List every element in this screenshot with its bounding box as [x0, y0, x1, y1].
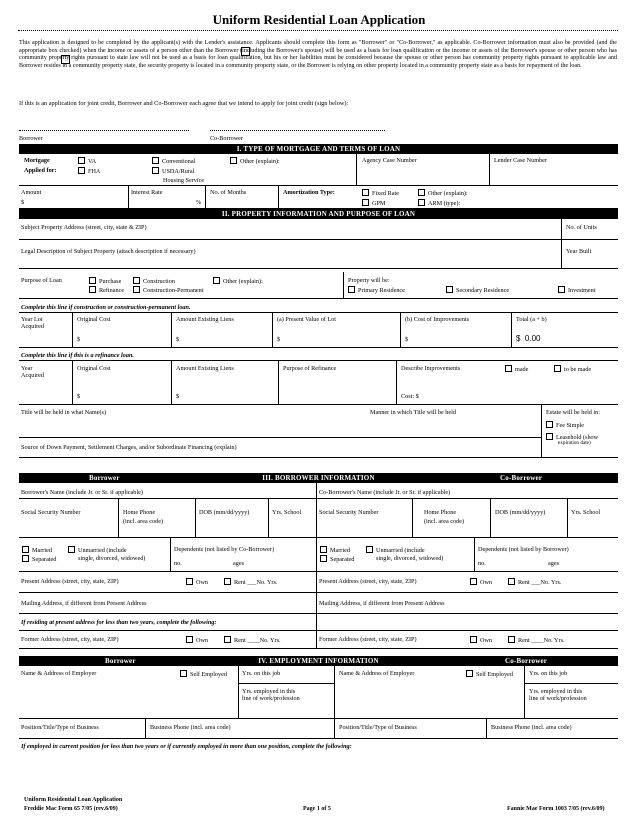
coborrower-signature-line[interactable]	[210, 130, 385, 131]
employer-label: Name & Address of Employer	[21, 670, 97, 677]
coborrower-checkbox-1[interactable]	[241, 47, 250, 56]
checkbox-icon[interactable]	[320, 546, 327, 553]
other-purpose-option[interactable]: Other (explain):	[213, 277, 263, 285]
divider	[72, 312, 73, 347]
dependents-no-label: no.	[174, 560, 182, 567]
co-former-rent-option[interactable]: Rent ____No. Yrs.	[508, 636, 565, 644]
co-school-label: Yrs. School	[571, 509, 601, 516]
area-code-label: (incl. area code)	[123, 518, 164, 525]
divider	[195, 498, 196, 537]
checkbox-icon[interactable]	[366, 546, 373, 553]
checkbox-icon[interactable]	[446, 286, 453, 293]
coborrower-signature-label: Co-Borrower	[210, 135, 243, 142]
checkbox-icon[interactable]	[546, 421, 553, 428]
divider	[19, 648, 618, 649]
checkbox-icon[interactable]	[186, 578, 193, 585]
divider	[561, 219, 562, 268]
checkbox-icon[interactable]	[133, 286, 140, 293]
interest-pct[interactable]: %	[196, 199, 202, 206]
year-built-label: Year Built	[566, 248, 592, 255]
page-title: Uniform Residential Loan Application	[212, 12, 426, 27]
divider	[128, 185, 129, 208]
checkbox-icon[interactable]	[152, 157, 159, 164]
divider	[19, 437, 541, 438]
secondary-residence-option[interactable]: Secondary Residence	[446, 286, 509, 294]
divider	[19, 571, 618, 572]
yrs-job-label: Yrs. on this job	[242, 670, 281, 677]
divider	[490, 498, 491, 537]
checkbox-icon[interactable]	[508, 578, 515, 585]
divider	[316, 483, 317, 630]
checkbox-icon[interactable]	[89, 277, 96, 284]
construction-permanent-option[interactable]: Construction-Permanent	[133, 286, 204, 294]
divider	[170, 537, 171, 571]
divider	[19, 239, 618, 240]
conventional-option[interactable]: Conventional	[152, 157, 195, 165]
divider	[511, 312, 512, 347]
dollar-sign[interactable]: $	[176, 336, 180, 343]
cost-improvements-label: (b) Cost of Improvements	[405, 316, 470, 323]
co-home-phone-label: Home Phone	[424, 509, 457, 516]
divider	[19, 738, 618, 739]
divider	[19, 360, 618, 361]
purchase-option[interactable]: Purchase	[89, 277, 121, 285]
construction-note: Complete this line if construction or construction-permanent loan.	[21, 304, 191, 311]
primary-residence-option[interactable]: Primary Residence	[348, 286, 405, 294]
checkbox-icon[interactable]	[22, 555, 29, 562]
divider	[19, 185, 618, 186]
divider	[19, 613, 618, 614]
co-former-address-label: Former Address (street, city, state, ZIP)	[319, 636, 417, 643]
divider	[278, 360, 279, 404]
footer-fannie: Fannie Mae Form 1003 7/05 (rev.6/09)	[507, 806, 605, 812]
dob-label: DOB (mm/dd/yyyy)	[199, 509, 250, 516]
divider	[238, 666, 239, 718]
yrs-line-label-2: line of work/profession	[242, 695, 300, 702]
cost-label[interactable]: Cost: $	[401, 393, 419, 400]
co-ssn-label: Social Security Number	[319, 509, 379, 516]
other-amort-option[interactable]: Other (explain):	[418, 189, 468, 197]
co-position-label: Position/Title/Type of Business	[339, 724, 417, 731]
position-label: Position/Title/Type of Business	[21, 724, 99, 731]
co-present-address-label: Present Address (street, city, state, ZIP)	[319, 578, 417, 585]
gpm-option[interactable]: GPM	[362, 199, 385, 207]
co-dependents-label: Dependents (not listed by Borrower)	[478, 546, 569, 553]
refinance-purpose-label: Purpose of Refinance	[283, 365, 337, 372]
amount-dollar[interactable]: $	[21, 199, 25, 206]
ssn-label: Social Security Number	[21, 509, 81, 516]
intro-paragraph: This application is designed to be completed by the applicant(s) with the Lender's assistance. Applicants should complete this form as "Borrower" or "Co-Borrower," as applicable. Co-Borrower information must also be provided (and the appropriate box checked) when the income or assets of a person other than the Borrower (including the Borrower's spouse) will be used as a basis for loan qualification or the income or assets of the Borrower's spouse or other person who has community property rights pursuant to state law will not be used as a basis for loan qualification, but his or her liabilities must be considered because the spouse or other person has community property rights pursuant to applicable law and Borrower resides in a community property state, the security property is located in a community property state, or the Borrower is relying on other property located in a community property state as a basis for repayment of the loan.	[19, 40, 617, 70]
co-yrs-line-label-2: line of work/profession	[529, 695, 587, 702]
co-dependents-no-label: no.	[478, 560, 486, 567]
checkbox-icon[interactable]	[68, 546, 75, 553]
divider	[489, 154, 490, 185]
leasehold-option[interactable]: Leasehold (show	[546, 433, 598, 441]
coborrower-name-label: Co-Borrower's Name (include Jr. or Sr. if applicable)	[319, 489, 451, 496]
single-label: single, divorced, widowed)	[78, 555, 146, 562]
divider	[19, 298, 618, 299]
divider	[278, 185, 279, 208]
checkbox-icon[interactable]	[470, 578, 477, 585]
divider	[72, 360, 73, 404]
divider	[171, 360, 172, 404]
divider	[316, 630, 317, 648]
original-cost-label: Original Cost	[77, 316, 111, 323]
co-yrs-job-label: Yrs. on this job	[529, 670, 568, 677]
footer-freddie: Freddie Mac Form 65 7/05 (rev.6/09)	[24, 806, 118, 812]
year-lot-label: Year Lot	[21, 316, 43, 323]
divider	[567, 498, 568, 537]
refinance-option[interactable]: Refinance	[89, 286, 124, 294]
dollar-sign[interactable]: $	[277, 336, 281, 343]
divider	[19, 404, 618, 405]
co-area-code-label: (incl. area code)	[424, 518, 465, 525]
section-2-header: II. PROPERTY INFORMATION AND PURPOSE OF LOAN	[19, 209, 618, 219]
former-address-label: Former Address (street, city, state, ZIP)	[21, 636, 119, 643]
divider	[19, 498, 618, 499]
footer-page: Page 1 of 5	[303, 806, 331, 812]
checkbox-icon[interactable]	[224, 578, 231, 585]
lender-case-label: Lender Case Number	[494, 157, 547, 164]
divider	[343, 272, 344, 298]
divider	[19, 312, 618, 313]
school-label: Yrs. School	[272, 509, 302, 516]
down-payment-source-label: Source of Down Payment, Settlement Charges, and/or Subordinate Financing (explain)	[21, 444, 237, 451]
divider	[474, 537, 475, 571]
title-rule	[18, 30, 618, 31]
units-label: No. of Units	[566, 224, 597, 231]
divider	[524, 683, 618, 684]
divider	[412, 498, 413, 537]
divider	[334, 666, 335, 738]
self-employed-option[interactable]: Self Employed	[180, 670, 227, 678]
estate-label: Estate will be held in:	[546, 409, 600, 416]
divider	[19, 718, 618, 719]
checkbox-icon[interactable]	[558, 286, 565, 293]
divider	[272, 312, 273, 347]
divider	[19, 268, 618, 269]
checkbox-icon[interactable]	[470, 636, 477, 643]
divider	[19, 537, 618, 538]
present-address-label: Present Address (street, city, state, ZIP)	[21, 578, 119, 585]
co-own-option[interactable]: Own	[470, 578, 492, 586]
separated-option[interactable]: Separated	[22, 555, 56, 563]
expiration-label: expiration date)	[558, 440, 591, 446]
refinance-note: Complete this line if this is a refinance loan.	[21, 352, 134, 359]
divider	[19, 630, 618, 631]
co-dob-label: DOB (mm/dd/yyyy)	[495, 509, 546, 516]
checkbox-icon[interactable]	[78, 167, 85, 174]
checkbox-icon[interactable]	[554, 365, 561, 372]
checkbox-icon[interactable]	[78, 157, 85, 164]
construction-option[interactable]: Construction	[133, 277, 175, 285]
co-separated-option[interactable]: Separated	[320, 555, 354, 563]
checkbox-icon[interactable]	[213, 277, 220, 284]
business-phone-label: Business Phone (incl. area code)	[150, 724, 231, 731]
two-years-note: If residing at present address for less than two years, complete the following:	[21, 619, 217, 626]
divider	[205, 185, 206, 208]
former-rent-option[interactable]: Rent ____No. Yrs.	[224, 636, 281, 644]
describe-improvements-label: Describe Improvements	[401, 365, 461, 372]
purpose-label: Purpose of Loan	[21, 277, 62, 284]
checkbox-icon[interactable]	[186, 636, 193, 643]
co-mailing-address-label: Mailing Address, if different from Present Address	[319, 600, 445, 607]
rent-option[interactable]: Rent ___No. Yrs.	[224, 578, 277, 586]
investment-option[interactable]: Investment	[558, 286, 596, 294]
divider	[268, 498, 269, 537]
yrs-line-label-1: Yrs. employed in this	[242, 688, 296, 695]
manner-title-label: Manner in which Title will be held	[370, 409, 456, 416]
legal-description-label: Legal Description of Subject Property (attach description if necessary)	[21, 248, 196, 255]
checkbox-icon[interactable]	[320, 555, 327, 562]
existing-liens-label: Amount Existing Liens	[176, 316, 234, 323]
dollar-sign[interactable]: $	[77, 393, 81, 400]
checkbox-icon[interactable]	[466, 670, 473, 677]
checkbox-icon[interactable]	[418, 199, 425, 206]
existing-liens-label: Amount Existing Liens	[176, 365, 234, 372]
va-option[interactable]: VA	[78, 157, 96, 165]
checkbox-icon[interactable]	[230, 157, 237, 164]
divider	[118, 498, 119, 537]
mailing-address-label: Mailing Address, if different from Present Address	[21, 600, 147, 607]
fha-option[interactable]: FHA	[78, 167, 100, 175]
borrower-signature-line[interactable]	[19, 130, 189, 131]
divider	[145, 718, 146, 738]
property-address-label: Subject Property Address (street, city, state & ZIP)	[21, 224, 147, 231]
co-unmarried-option[interactable]: Unmarried (include	[366, 546, 425, 554]
borrower-name-label: Borrower's Name (include Jr. or Sr. if applicable)	[21, 489, 143, 496]
section-4-header: Borrower IV. EMPLOYMENT INFORMATION Co-Borrower	[19, 656, 618, 666]
co-business-phone-label: Business Phone (incl. area code)	[491, 724, 572, 731]
original-cost-label: Original Cost	[77, 365, 111, 372]
mortgage-label: Mortgage	[24, 157, 50, 164]
made-option[interactable]: made	[505, 365, 528, 373]
interest-rate-label: Interest Rate	[131, 189, 163, 196]
home-phone-label: Home Phone	[123, 509, 156, 516]
co-married-option[interactable]: Married	[320, 546, 350, 554]
property-will-be-label: Property will be:	[348, 277, 390, 284]
checkbox-icon[interactable]	[348, 286, 355, 293]
divider	[356, 154, 357, 185]
divider	[486, 718, 487, 738]
checkbox-icon[interactable]	[224, 636, 231, 643]
usda-option[interactable]: USDA/Rural	[152, 167, 194, 175]
checkbox-icon[interactable]	[508, 636, 515, 643]
divider	[19, 457, 618, 458]
divider	[238, 683, 334, 684]
co-single-label: single, divorced, widowed)	[376, 555, 444, 562]
dollar-sign[interactable]: $	[405, 336, 409, 343]
dollar-sign[interactable]: $	[77, 336, 81, 343]
total-value[interactable]: $ 0.00	[516, 334, 541, 343]
dollar-sign[interactable]: $	[176, 393, 180, 400]
fixed-rate-option[interactable]: Fixed Rate	[362, 189, 399, 197]
applied-for-label: Applied for:	[24, 167, 57, 174]
multiple-positions-note: If employed in current position for less than two years or if currently employed in more than one position, complete the following:	[21, 743, 352, 750]
borrower-signature-label: Borrower	[19, 135, 43, 142]
dependents-label: Dependents (not listed by Co-Borrower)	[174, 546, 275, 553]
present-value-label: (a) Present Value of Lot	[277, 316, 336, 323]
to-be-made-option[interactable]: to be made	[554, 365, 591, 373]
co-yrs-line-label-1: Yrs. employed in this	[529, 688, 583, 695]
other-mortgage-option[interactable]: Other (explain):	[230, 157, 280, 165]
co-employer-label: Name & Address of Employer	[339, 670, 415, 677]
checkbox-icon[interactable]	[152, 167, 159, 174]
footer-form-name: Uniform Residential Loan Application	[24, 797, 123, 803]
checkbox-icon[interactable]	[22, 546, 29, 553]
year-label: Year	[21, 365, 33, 372]
co-rent-option[interactable]: Rent ___No. Yrs.	[508, 578, 561, 586]
acquired-label: Acquired	[21, 323, 45, 330]
divider	[396, 360, 397, 404]
amortization-label: Amortization Type:	[283, 189, 335, 196]
unmarried-option[interactable]: Unmarried (include	[68, 546, 127, 554]
divider	[541, 404, 542, 457]
married-option[interactable]: Married	[22, 546, 52, 554]
former-own-option[interactable]: Own	[186, 636, 208, 644]
divider	[524, 666, 525, 718]
section-1-header: I. TYPE OF MORTGAGE AND TERMS OF LOAN	[19, 144, 618, 154]
section-3-header: Borrower III. BORROWER INFORMATION Co-Borrower	[19, 473, 618, 483]
months-label: No. of Months	[210, 189, 247, 196]
joint-credit-text: If this is an application for joint credit, Borrower and Co-Borrower each agree that we intend to apply for joint credit (sign below):	[19, 100, 349, 107]
checkbox-icon[interactable]	[180, 670, 187, 677]
agency-case-label: Agency Case Number	[362, 157, 417, 164]
checkbox-icon[interactable]	[133, 277, 140, 284]
own-option[interactable]: Own	[186, 578, 208, 586]
total-label: Total (a + b)	[516, 316, 547, 323]
arm-option[interactable]: ARM (type):	[418, 199, 460, 207]
divider	[400, 312, 401, 347]
coborrower-checkbox-2[interactable]	[61, 55, 70, 64]
dependents-ages-label: ages	[233, 560, 244, 567]
checkbox-icon[interactable]	[362, 199, 369, 206]
housing-service-label: Housing Service	[163, 177, 205, 184]
checkbox-icon[interactable]	[362, 189, 369, 196]
divider	[19, 592, 618, 593]
co-dependents-ages-label: ages	[548, 560, 559, 567]
acquired-label: Acquired	[21, 372, 45, 379]
checkbox-icon[interactable]	[546, 433, 553, 440]
divider	[171, 312, 172, 347]
co-self-employed-option[interactable]: Self Employed	[466, 670, 513, 678]
title-names-label: Title will be held in what Name(s)	[21, 409, 107, 416]
fee-simple-option[interactable]: Fee Simple	[546, 421, 584, 429]
divider	[19, 347, 618, 348]
checkbox-icon[interactable]	[418, 189, 425, 196]
checkbox-icon[interactable]	[89, 286, 96, 293]
amount-label: Amount	[21, 189, 42, 196]
checkbox-icon[interactable]	[505, 365, 512, 372]
co-former-own-option[interactable]: Own	[470, 636, 492, 644]
